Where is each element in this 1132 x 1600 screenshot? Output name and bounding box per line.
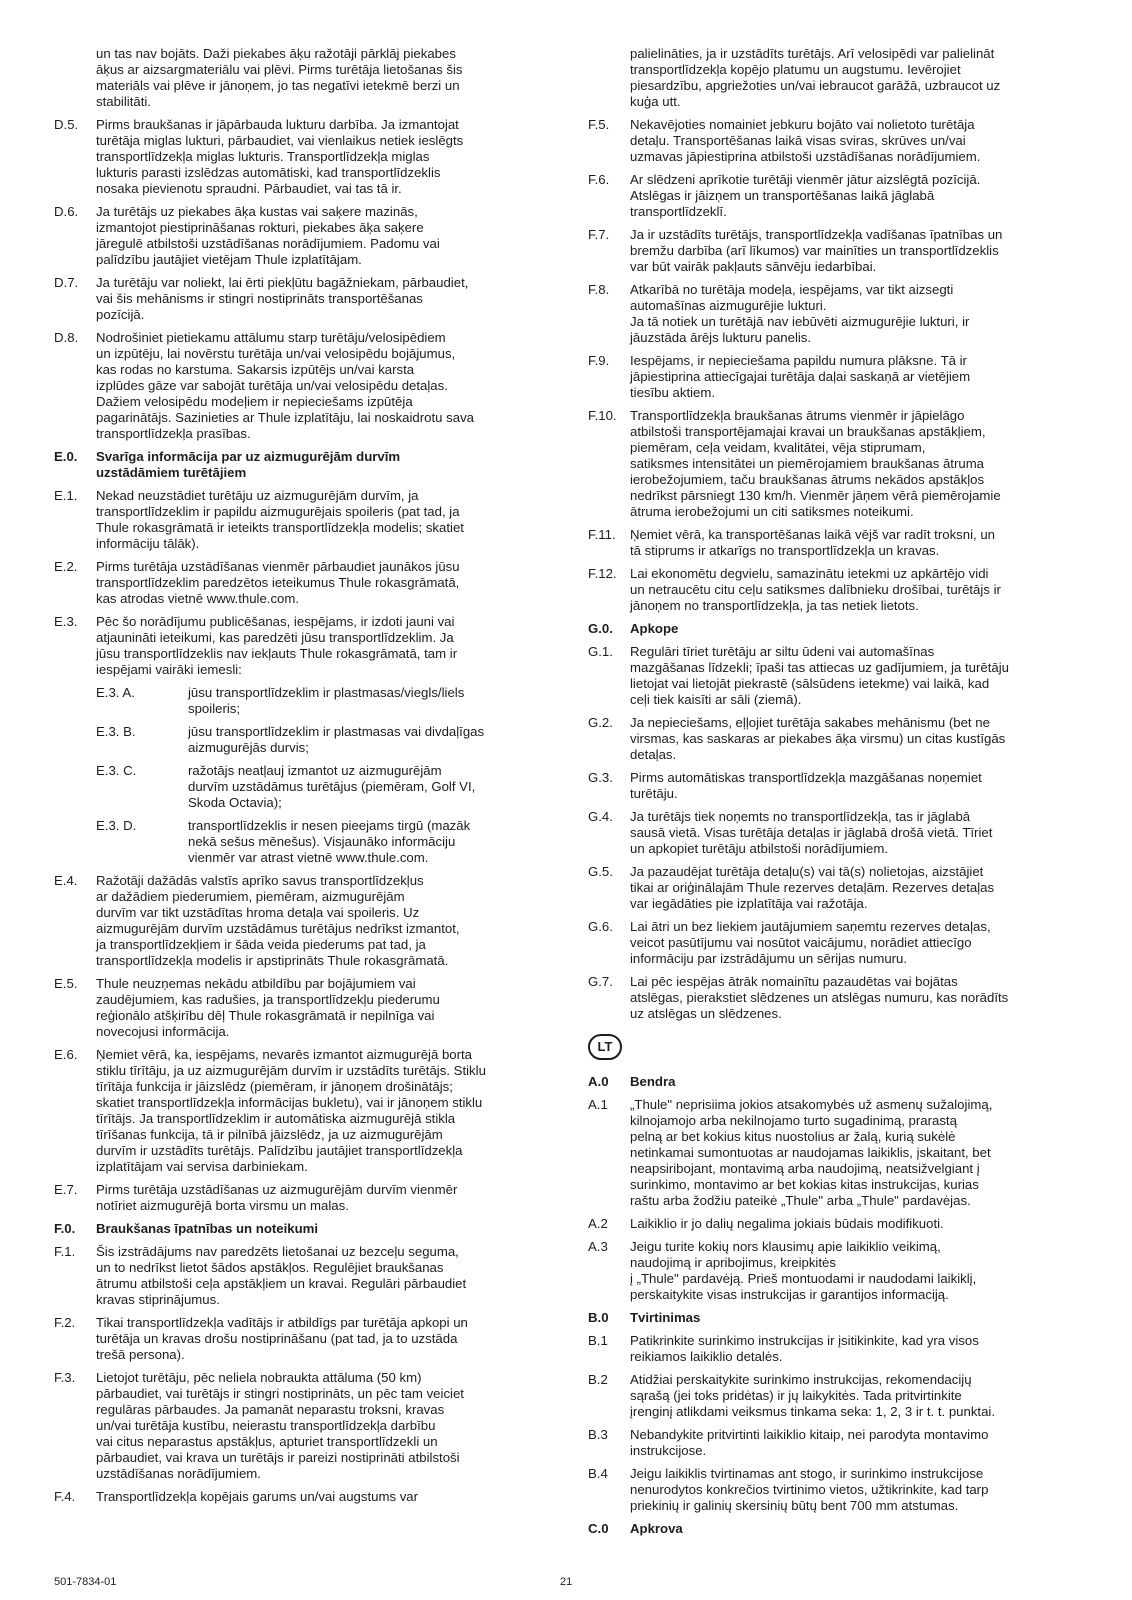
item-e4: [54, 873, 540, 969]
item-text: Ņemiet vērā, ka, iespējams, nevarēs izmantot aizmugurējā borta stiklu tīrītāju, ja uz aizmugurējām durvīm ir uzstādīts turētājs. Stiklu tīrītāja funkcija ir jāizslēdz (piemēram, ir jānoņem drošinātājs; skatiet transportlīdzekļa informācijas bukletu), vai ir jānoņem stiklu tīrītājs. Ja transportlīdzeklim ir automātiska aizmugurējā stikla tīrīšanas funkcija, tā ir pilnībā jāizslēdz, ja uz aizmugurējām durvīm ir uzstādīts turētājs. Palīdzību jautājiet transportlīdzekļa izplatītājam vai servisa darbiniekam.: [96, 1047, 486, 1174]
item-text: Atidžiai perskaitykite surinkimo instrukcijas, rekomendacijų sąrašą (jei toks pridėtas) ir jų laikykitės. Tada pritvirtinkite įrenginį atlikdami veiksmus tinkama seka: 1, 2, 3 ir t. t. punktai.: [630, 1372, 996, 1419]
item-number: E.1.: [54, 488, 78, 503]
item-f3: [54, 1370, 540, 1482]
item-f11: [588, 527, 1076, 559]
item-b4: [588, 1466, 1076, 1514]
subitem-number: E.3. D.: [96, 818, 137, 833]
language-badge-lt: LT: [588, 1034, 622, 1060]
item-number: F.3.: [54, 1370, 76, 1385]
item-number: F.8.: [588, 282, 610, 297]
item-number: G.1.: [588, 644, 613, 659]
item-number: G.5.: [588, 864, 613, 879]
item-number: F.6.: [588, 172, 610, 187]
left-column: [54, 46, 540, 1512]
item-text: Pirms turētāja uzstādīšanas vienmēr pārbaudiet jaunākos jūsu transportlīdzeklim paredzētos ieteikumus Thule rokasgrāmatā, kas atrodas vietnē www.thule.com.: [96, 559, 460, 606]
subitem-text: transportlīdzeklis ir nesen pieejams tirgū (mazāk nekā sešus mēnešus). Visjaunāko informāciju vienmēr var atrast vietnē www.thule.com.: [188, 818, 471, 865]
right-column: [588, 46, 1076, 1544]
item-text: Thule neuzņemas nekādu atbildību par bojājumiem vai zaudējumiem, kas radušies, ja transportlīdzekļu piederumu reģionālo atšķirību dēļ Thule rokasgrāmatā ir nepilnīga vai novecojusi informācija.: [96, 976, 440, 1039]
item-f4: [54, 1489, 540, 1505]
item-text: Ja ir uzstādīts turētājs, transportlīdzekļa vadīšanas īpatnības un bremžu darbība (arī līkumos) var mainīties un transportlīdzeklis var būt vairāk pakļauts sānvēju iedarbībai.: [630, 227, 1003, 274]
item-number: E.3.: [54, 614, 78, 629]
item-f10: [588, 408, 1076, 520]
item-number: F.11.: [588, 527, 616, 542]
item-number: E.7.: [54, 1182, 78, 1197]
item-number: A.1: [588, 1097, 608, 1112]
subitem-number: E.3. B.: [96, 724, 136, 739]
item-number: G.3.: [588, 770, 613, 785]
item-number: F.4.: [54, 1489, 76, 1504]
item-number: B.2: [588, 1372, 608, 1387]
item-f5: [588, 117, 1076, 165]
item-b1: [588, 1333, 1076, 1365]
item-e5: [54, 976, 540, 1040]
section-number: G.0.: [588, 621, 613, 636]
item-e1: [54, 488, 540, 552]
item-text: Nebandykite pritvirtinti laikiklio kitaip, nei parodyta montavimo instrukcijose.: [630, 1427, 989, 1458]
item-number: G.7.: [588, 974, 613, 989]
item-d7: [54, 275, 540, 323]
item-text: Ar slēdzeni aprīkotie turētāji vienmēr jātur aizslēgtā pozīcijā. Atslēgas ir jāizņem un transportēšanas laikā jāglabā transportlīdzeklī.: [630, 172, 981, 219]
item-f6: [588, 172, 1076, 220]
item-text: Nekavējoties nomainiet jebkuru bojāto vai nolietoto turētāja detaļu. Transportēšanas laikā visas sviras, skrūves un/vai uzmavas jāpiestiprina atbilstoši uzstādīšanas norādījumiem.: [630, 117, 981, 164]
item-g6: [588, 919, 1076, 967]
item-text: Jeigu laikiklis tvirtinamas ant stogo, ir surinkimo instrukcijose nenurodytos konkrečios tvirtinimo vietos, užtikrinkite, kad tarp priekinių ir galinių skersinių būtų bent 700 mm atstumas.: [630, 1466, 989, 1513]
item-text: Pirms braukšanas ir jāpārbauda lukturu darbība. Ja izmantojat turētāja miglas lukturi, pārbaudiet, vai vienlaikus netiek ieslēgts transportlīdzekļa miglas lukturis. Transportlīdzekļa miglas lukturis parasti izslēdzas automātiski, kad transportlīdzeklis nosaka pievienotu spraudni. Pārbaudiet, vai tas tā ir.: [96, 117, 464, 196]
section-number: E.0.: [54, 449, 78, 464]
item-number: F.2.: [54, 1315, 76, 1330]
item-b3: [588, 1427, 1076, 1459]
section-number: F.0.: [54, 1221, 76, 1236]
item-number: E.2.: [54, 559, 78, 574]
section-title: Tvirtinimas: [630, 1310, 701, 1325]
item-number: B.1: [588, 1333, 608, 1348]
f4-continuation: palielināties, ja ir uzstādīts turētājs. Arī velosipēdi var palielināt transportlīdzekļa kopējo platumu un augstumu. Ievērojiet piesardzību, apgriežoties un/vai iebraucot garāžā, uzbraucot uz kuģa utt.: [630, 46, 1001, 109]
item-b2: [588, 1372, 1076, 1420]
item-e2: [54, 559, 540, 607]
item-d8: [54, 330, 540, 442]
item-number: F.12.: [588, 566, 617, 581]
item-text: Ražotāji dažādās valstīs aprīko savus transportlīdzekļus ar dažādiem piederumiem, piemēram, aizmugurējām durvīm var tikt uzstādītas hroma detaļa vai spoileris. Uz aizmugurējām durvīm uzstādāmus turētājus nedrīkst izmantot, ja transportlīdzekļiem ir šāda veida piederums pat tad, ja transportlīdzekļa modelis ir apstiprināts Thule rokasgrāmatā.: [96, 873, 460, 968]
section-title: Bendra: [630, 1074, 676, 1089]
item-text: Nekad neuzstādiet turētāju uz aizmugurējām durvīm, ja transportlīdzeklim ir papildu aizmugurējais spoileris (pat tad, ja Thule rokasgrāmatā ir ieteikts transportlīdzekļa modelis; skatiet informāciju tālāk).: [96, 488, 464, 551]
item-f8: [588, 282, 1076, 346]
item-text: Pēc šo norādījumu publicēšanas, iespējams, ir izdoti jauni vai atjaunināti ieteikumi, kas paredzēti jūsu transportlīdzeklim. Ja jūsu transportlīdzeklis nav iekļauts Thule rokasgrāmatā, tam ir iespējami vairāki iemesli:: [96, 614, 458, 677]
item-text: Pirms turētāja uzstādīšanas uz aizmugurējām durvīm vienmēr notīriet aizmugurējā borta virsmu un malas.: [96, 1182, 458, 1213]
item-number: F.7.: [588, 227, 610, 242]
item-number: A.3: [588, 1239, 608, 1254]
item-a3: [588, 1239, 1076, 1303]
item-text: Ja turētāju var noliekt, lai ērti piekļūtu bagāžniekam, pārbaudiet, vai šis mehānisms ir stingri nostiprināts transportēšanas pozīcijā.: [96, 275, 469, 322]
section-heading-e0: [54, 449, 540, 481]
item-text: Lai ekonomētu degvielu, samazinātu ietekmi uz apkārtējo vidi un netraucētu citu ceļu satiksmes dalībnieku drošībai, turētājs ir jānoņem no transportlīdzekļa, ja tas netiek lietots.: [630, 566, 1001, 613]
item-number: A.2: [588, 1216, 608, 1231]
subitem-text: jūsu transportlīdzeklim ir plastmasas/viegls/liels spoileris;: [188, 685, 465, 716]
item-g7: [588, 974, 1076, 1022]
subitem-e3a: [96, 685, 540, 717]
item-f12: [588, 566, 1076, 614]
item-text: Tikai transportlīdzekļa vadītājs ir atbildīgs par turētāja apkopi un turētāja un kravas drošu nostiprināšanu (pat tad, ja to uzstāda trešā persona).: [96, 1315, 468, 1362]
section-heading-f0: [54, 1221, 540, 1237]
d4-continuation: un tas nav bojāts. Daži piekabes āķu ražotāji pārklāj piekabes āķus ar aizsargmateriālu vai plēvi. Pirms turētāja lietošanas šis materiāls vai plēve ir jānoņem, jo tas negatīvi ietekmē berzi un stabilitāti.: [96, 46, 463, 109]
subitem-text: ražotājs neatļauj izmantot uz aizmugurējām durvīm uzstādāmus turētājus (piemēram, Golf VI, Skoda Octavia);: [188, 763, 476, 810]
item-number: F.9.: [588, 353, 610, 368]
item-f7: [588, 227, 1076, 275]
item-number: D.8.: [54, 330, 79, 345]
item-text: Ja pazaudējat turētāja detaļu(s) vai tā(s) nolietojas, aizstājiet tikai ar oriģinālajām Thule rezerves detaļām. Rezerves detaļas var iegādāties pie izplatītāja vai ražotāja.: [630, 864, 995, 911]
item-number: B.4: [588, 1466, 608, 1481]
item-g3: [588, 770, 1076, 802]
subitem-e3b: [96, 724, 540, 756]
item-e7: [54, 1182, 540, 1214]
item-f1: [54, 1244, 540, 1308]
page-number: 21: [560, 1576, 573, 1588]
item-g1: [588, 644, 1076, 708]
item-text: Regulāri tīriet turētāju ar siltu ūdeni vai automašīnas mazgāšanas līdzekli; īpaši tas attiecas uz gadījumiem, ja turētāju lietojat vai lietojāt piekrastē (sālsūdens ietekme) vai laikā, kad ceļi tiek kaisīti ar sāli (ziemā).: [630, 644, 1009, 707]
section-number: C.0: [588, 1521, 609, 1536]
item-number: E.6.: [54, 1047, 78, 1062]
item-text: Ja turētājs tiek noņemts no transportlīdzekļa, tas ir jāglabā sausā vietā. Visas turētāja detaļas ir jāglabā drošā vietā. Tīriet un apkopiet turētāju atbilstoši norādījumiem.: [630, 809, 993, 856]
section-title: Apkrova: [630, 1521, 683, 1536]
item-text: Jeigu turite kokių nors klausimų apie laikiklio veikimą, naudojimą ir apribojimus, kreipkitės į „Thule" pardavėją. Prieš montuodami ir naudodami laikiklį, perskaitykite visas instrukcijas ir garantijos informaciją.: [630, 1239, 977, 1302]
section-heading-g0: [588, 621, 1076, 637]
item-number: F.5.: [588, 117, 610, 132]
item-a1: [588, 1097, 1076, 1209]
item-number: B.3: [588, 1427, 608, 1442]
item-f9: [588, 353, 1076, 401]
item-text: Atkarībā no turētāja modeļa, iespējams, var tikt aizsegti automašīnas aizmugurējie lukturi. Ja tā notiek un turētājā nav iebūvēti aizmugurējie lukturi, ir jāuzstāda ārējs lukturu panelis.: [630, 282, 970, 345]
item-text: Nodrošiniet pietiekamu attālumu starp turētāju/velosipēdiem un izpūtēju, lai novērstu turētāja un/vai velosipēdu bojājumus, kas rodas no karstuma. Sakarsis izpūtējs un/vai karsta izplūdes gāze var sabojāt turētāja un/vai velosipēdu detaļas. Dažiem velosipēdu modeļiem ir nepieciešams izpūtēja pagarinātājs. Sazinieties ar Thule izplatītāju, lai noskaidrotu sava transportlīdzekļa prasības.: [96, 330, 475, 441]
item-g2: [588, 715, 1076, 763]
item-number: D.6.: [54, 204, 79, 219]
item-text: Ņemiet vērā, ka transportēšanas laikā vējš var radīt troksni, un tā stiprums ir atkarīgs no transportlīdzekļa un kravas.: [630, 527, 996, 558]
item-number: E.5.: [54, 976, 78, 991]
subitem-number: E.3. C.: [96, 763, 137, 778]
item-text: Lai ātri un bez liekiem jautājumiem saņemtu rezerves detaļas, veicot pasūtījumu vai nosūtot vaicājumu, norādiet attiecīgo informāciju par izstrādājumu un sērijas numuru.: [630, 919, 991, 966]
item-text: „Thule" neprisiima jokios atsakomybės už asmenų sužalojimą, kilnojamojo arba nekilnojamo turto sugadinimą, prarastą pelną ar bet kokius kitus nuostolius ar žalą, kurią sukėlė netinkamai sumontuotas ar naudojamas laikiklis, įskaitant, bet neapsiribojant, montavimą arba naudojimą, neatsižvelgiant į surinkimo, montavimo ar bet kokias kitas instrukcijas, kurias raštu arba žodžiu pateikė „Thule" arba „Thule" pardavėjas.: [630, 1097, 993, 1208]
section-title: Apkope: [630, 621, 679, 636]
section-heading-b0: [588, 1310, 1076, 1326]
item-text: Ja turētājs uz piekabes āķa kustas vai saķere mazinās, izmantojot piestiprināšanas rokturi, piekabes āķa saķere jāregulē atbilstoši uzstādīšanas norādījumiem. Padomu vai palīdzību jautājiet vietējam Thule izplatītājam.: [96, 204, 440, 267]
section-number: B.0: [588, 1310, 609, 1325]
item-f2: [54, 1315, 540, 1363]
item-number: D.5.: [54, 117, 79, 132]
item-number: G.2.: [588, 715, 613, 730]
item-text: Pirms automātiskas transportlīdzekļa mazgāšanas noņemiet turētāju.: [630, 770, 982, 801]
item-e6: [54, 1047, 540, 1175]
section-heading-c0: [588, 1521, 1076, 1537]
item-number: E.4.: [54, 873, 78, 888]
subitem-e3d: [96, 818, 540, 866]
section-title: Svarīga informācija par uz aizmugurējām durvīm uzstādāmiem turētājiem: [96, 449, 401, 480]
item-number: F.1.: [54, 1244, 76, 1259]
item-number: G.6.: [588, 919, 613, 934]
section-heading-a0: [588, 1074, 1076, 1090]
item-d5: [54, 117, 540, 197]
item-text: Šis izstrādājums nav paredzēts lietošanai uz bezceļu seguma, un to nedrīkst lietot šādos apstākļos. Regulējiet braukšanas ātrumu atbilstoši ceļa apstākļiem un kravai. Regulāri pārbaudiet kravas stiprinājumus.: [96, 1244, 467, 1307]
item-g4: [588, 809, 1076, 857]
item-text: Iespējams, ir nepieciešama papildu numura plāksne. Tā ir jāpiestiprina attiecīgajai turētāja daļai saskaņā ar vietējiem tiesību aktiem.: [630, 353, 971, 400]
item-number: D.7.: [54, 275, 79, 290]
subitem-number: E.3. A.: [96, 685, 135, 700]
item-text: Lietojot turētāju, pēc neliela nobraukta attāluma (50 km) pārbaudiet, vai turētājs ir stingri nostiprināts, un pēc tam veiciet regulāras pārbaudes. Ja pamanāt neparastu troksni, kravas un/vai turētāja kustību, neierastu transportlīdzekļa darbību vai citus neparastus apstākļus, apturiet transportlīdzekli un pārbaudiet, vai krava un turētājs ir pareizi nostiprināti atbilstoši uzstādīšanas norādījumiem.: [96, 1370, 464, 1481]
subitem-e3c: [96, 763, 540, 811]
document-code: 501-7834-01: [54, 1576, 117, 1588]
item-g5: [588, 864, 1076, 912]
item-text: Patikrinkite surinkimo instrukcijas ir įsitikinkite, kad yra visos reikiamos laikiklio detalės.: [630, 1333, 979, 1364]
item-d6: [54, 204, 540, 268]
section-title: Braukšanas īpatnības un noteikumi: [96, 1221, 319, 1236]
item-number: G.4.: [588, 809, 613, 824]
item-text: Transportlīdzekļa braukšanas ātrums vienmēr ir jāpielāgo atbilstoši transportējamajai kravai un braukšanas apstākļiem, piemēram, ceļa veidam, kvalitātei, vēja stiprumam, satiksmes intensitātei un piemērojamiem braukšanas ātruma ierobežojumiem, taču braukšanas ātrums nekādos apstākļos nedrīkst pārsniegt 130 km/h. Vienmēr jāņem vērā piemērojamie ātruma ierobežojumi un citi satiksmes noteikumi.: [630, 408, 1001, 519]
subitem-text: jūsu transportlīdzeklim ir plastmasas vai divdaļīgas aizmugurējās durvis;: [188, 724, 485, 755]
section-number: A.0: [588, 1074, 609, 1089]
item-text: Ja nepieciešams, eļļojiet turētāja sakabes mehānismu (bet ne virsmas, kas saskaras ar piekabes āķa virsmu) un citas kustīgās detaļas.: [630, 715, 1006, 762]
item-text: Lai pēc iespējas ātrāk nomainītu pazaudētas vai bojātas atslēgas, pierakstiet slēdzenes un atslēgas numuru, kas norādīts uz atslēgas un slēdzenes.: [630, 974, 1009, 1021]
item-a2: [588, 1216, 1076, 1232]
item-text: Transportlīdzekļa kopējais garums un/vai augstums var: [96, 1489, 419, 1504]
item-number: F.10.: [588, 408, 617, 423]
item-text: Laikiklio ir jo dalių negalima jokiais būdais modifikuoti.: [630, 1216, 944, 1231]
item-e3: [54, 614, 540, 678]
